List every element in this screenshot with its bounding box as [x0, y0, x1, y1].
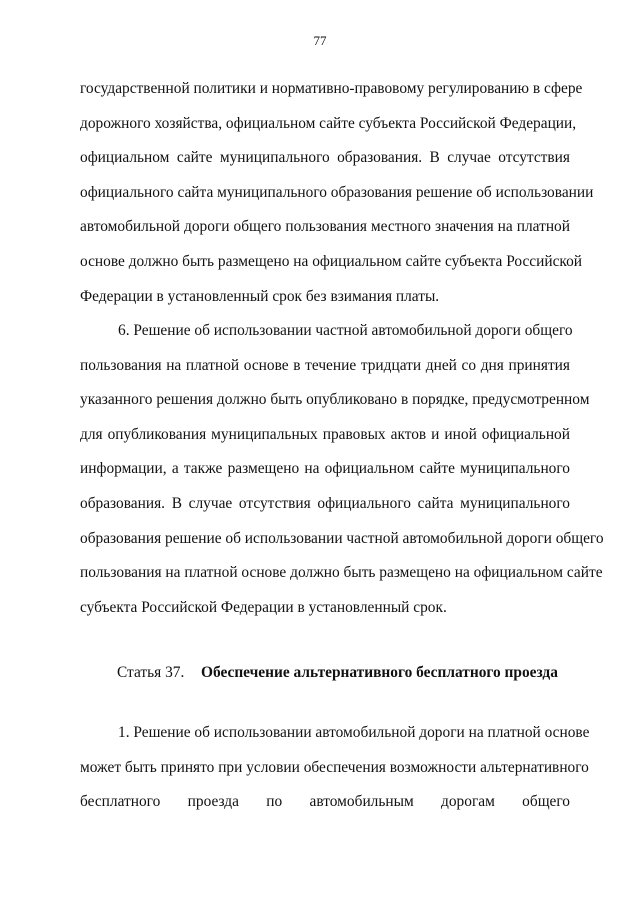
text-line: может быть принято при условии обеспечения возможности альтернативного [80, 758, 589, 776]
text-line: бесплатного проезда по автомобильным дорогам общего [80, 793, 570, 811]
text-line: дорожного хозяйства, официальном сайте субъекта Российской Федерации, [80, 114, 577, 132]
text-line: образования решение об использовании частной автомобильной дороги общего [80, 529, 604, 547]
text-line: официального сайта муниципального образования решение об использовании [80, 183, 594, 201]
text-line: государственной политики и нормативно-правовому регулированию в сфере [80, 80, 583, 97]
text-line: официальном сайте муниципального образования. В случае отсутствия [80, 149, 570, 167]
paragraph-continued [80, 72, 594, 314]
text-line: указанного решения должно быть опубликовано в порядке, предусмотренном [80, 391, 590, 409]
paragraph-article-1 [80, 716, 590, 820]
text-line: пользования на платной основе в течение тридцати дней со дня принятия [80, 356, 570, 374]
text-line: 6. Решение об использовании частной автомобильной дороги общего [118, 322, 573, 339]
text-line: Федерации в установленный срок без взимания платы. [80, 287, 440, 305]
text-line: информации, а также размещено на официальном сайте муниципального [80, 460, 570, 478]
article-heading [117, 661, 558, 685]
article-title: Обеспечение альтернативного бесплатного проезда [201, 664, 558, 681]
text-line: 1. Решение об использовании автомобильной дороги на платной основе [118, 724, 590, 741]
text-line: пользования на платной основе должно быть размещено на официальном сайте [80, 564, 603, 582]
text-line: субъекта Российской Федерации в установленный срок. [80, 598, 447, 616]
text-line: образования. В случае отсутствия официального сайта муниципального [80, 494, 570, 512]
text-line: автомобильной дороги общего пользования местного значения на платной [80, 218, 570, 236]
article-number: Статья 37. [117, 664, 185, 681]
paragraph-6 [80, 314, 604, 625]
text-line: основе должно быть размещено на официальном сайте субъекта Российской [80, 252, 583, 270]
page-number: 77 [313, 33, 327, 48]
text-line: для опубликования муниципальных правовых актов и иной официальной [80, 425, 570, 443]
